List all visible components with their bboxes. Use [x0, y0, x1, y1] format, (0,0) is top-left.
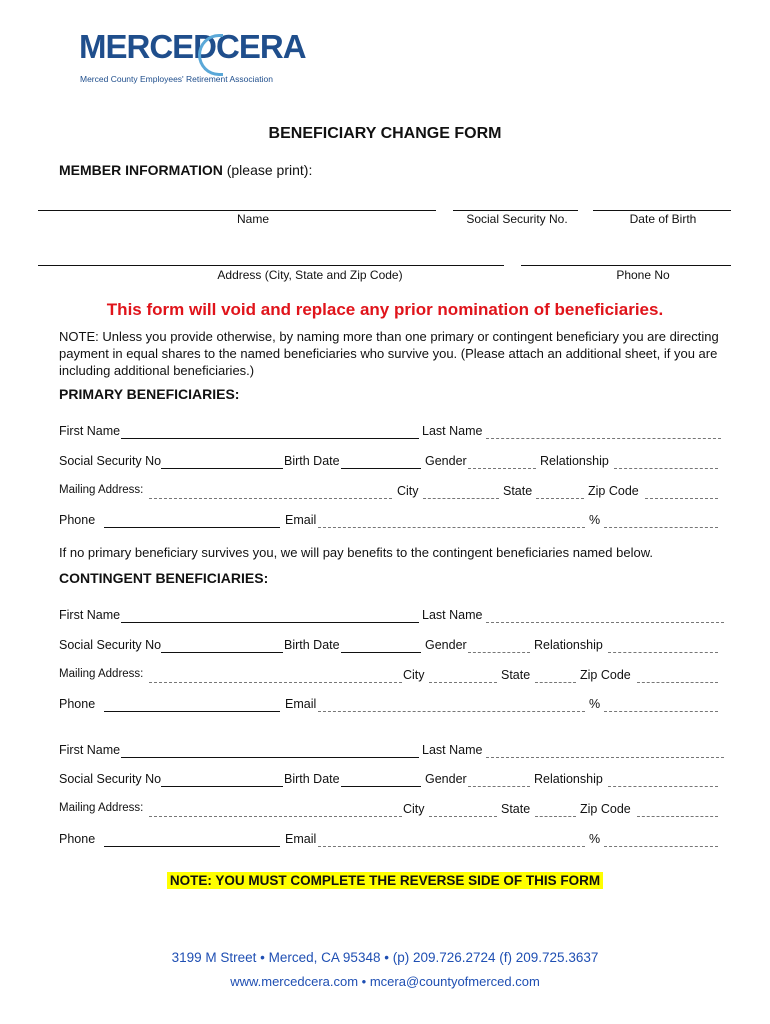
- void-warning: This form will void and replace any prior nomination of beneficiaries.: [106, 300, 664, 319]
- city-label: City: [403, 668, 425, 682]
- ssn-input[interactable]: [161, 638, 283, 653]
- form-title: BENEFICIARY CHANGE FORM: [268, 125, 502, 142]
- percent-input[interactable]: [604, 697, 718, 712]
- member-info-heading: [59, 162, 312, 178]
- dob-field[interactable]: [593, 210, 731, 211]
- mailing-input[interactable]: [149, 802, 402, 817]
- email-input[interactable]: [318, 697, 585, 712]
- city-label: City: [403, 802, 425, 816]
- reverse-side-note-text: NOTE: YOU MUST COMPLETE THE REVERSE SIDE OF THIS FORM: [167, 872, 603, 889]
- contingent-info: If no primary beneficiary survives you, we will pay benefits to the contingent beneficiaries named below.: [59, 545, 653, 560]
- first-name-label: First Name: [59, 608, 121, 622]
- email-input[interactable]: [318, 513, 585, 528]
- member-heading: MEMBER INFORMATION: [59, 162, 223, 178]
- email-label: Email: [285, 513, 317, 527]
- birth-date-label: Birth Date: [284, 772, 340, 786]
- gender-label: Gender: [425, 638, 467, 652]
- gender-input[interactable]: [468, 454, 536, 469]
- mailing-input[interactable]: [149, 484, 392, 499]
- phone-input[interactable]: [104, 832, 280, 847]
- relationship-label: Relationship: [540, 454, 609, 468]
- last-name-field[interactable]: [486, 743, 724, 758]
- zip-input[interactable]: [637, 668, 718, 683]
- state-input[interactable]: [536, 484, 584, 499]
- zip-input[interactable]: [645, 484, 718, 499]
- gender-input[interactable]: [468, 638, 530, 653]
- ssn-field[interactable]: [453, 210, 578, 211]
- birth-date-input[interactable]: [341, 454, 421, 469]
- relationship-label: Relationship: [534, 772, 603, 786]
- mailing-input[interactable]: [149, 668, 402, 683]
- phone-input[interactable]: [104, 513, 280, 528]
- zip-label: Zip Code: [580, 668, 631, 682]
- birth-date-label: Birth Date: [284, 454, 340, 468]
- state-input[interactable]: [535, 802, 576, 817]
- phone-field[interactable]: [521, 265, 731, 266]
- ssn-label: Social Security No: [59, 454, 162, 468]
- primary-heading: PRIMARY BENEFICIARIES:: [59, 386, 240, 402]
- logo-brand-a: MERCED: [79, 28, 217, 65]
- gender-label: Gender: [425, 772, 467, 786]
- state-input[interactable]: [535, 668, 576, 683]
- email-label: Email: [285, 697, 317, 711]
- gender-label: Gender: [425, 454, 467, 468]
- state-label: State: [503, 484, 533, 498]
- city-label: City: [397, 484, 419, 498]
- name-field[interactable]: [38, 210, 436, 211]
- percent-label: %: [589, 697, 601, 711]
- birth-date-label: Birth Date: [284, 638, 340, 652]
- relationship-input[interactable]: [608, 638, 718, 653]
- last-name-label: Last Name: [422, 743, 483, 757]
- reverse-side-note: [0, 872, 770, 890]
- first-name-field[interactable]: [121, 743, 419, 758]
- logo: [79, 28, 306, 66]
- zip-input[interactable]: [637, 802, 718, 817]
- first-name-label: First Name: [59, 424, 121, 438]
- percent-label: %: [589, 832, 601, 846]
- zip-label: Zip Code: [588, 484, 639, 498]
- city-input[interactable]: [429, 668, 497, 683]
- address-field[interactable]: [38, 265, 504, 266]
- first-name-field[interactable]: [121, 424, 419, 439]
- birth-date-input[interactable]: [341, 638, 421, 653]
- name-caption: Name: [236, 212, 269, 226]
- member-hint: (please print):: [226, 162, 313, 178]
- email-label: Email: [285, 832, 317, 846]
- ssn-caption: Social Security No.: [466, 212, 568, 226]
- gender-input[interactable]: [468, 772, 530, 787]
- last-name-field[interactable]: [486, 608, 724, 623]
- first-name-field[interactable]: [121, 608, 419, 623]
- phone-caption: Phone No: [616, 268, 670, 282]
- birth-date-input[interactable]: [341, 772, 421, 787]
- ssn-input[interactable]: [161, 454, 283, 469]
- percent-input[interactable]: [604, 513, 718, 528]
- logo-tagline: Merced County Employees' Retirement Association: [80, 74, 273, 84]
- footer-address: 3199 M Street • Merced, CA 95348 • (p) 209.726.2724 (f) 209.725.3637: [171, 950, 599, 965]
- phone-label: Phone: [59, 513, 96, 527]
- state-label: State: [501, 802, 531, 816]
- ssn-input[interactable]: [161, 772, 283, 787]
- address-caption: Address (City, State and Zip Code): [217, 268, 403, 282]
- percent-input[interactable]: [604, 832, 718, 847]
- email-input[interactable]: [318, 832, 585, 847]
- mailing-label: Mailing Address:: [59, 484, 144, 496]
- phone-input[interactable]: [104, 697, 280, 712]
- last-name-label: Last Name: [422, 424, 483, 438]
- equal-shares-note: NOTE: Unless you provide otherwise, by naming more than one primary or contingent beneficiary you are directing payment in equal shares to the named beneficiaries who survive you. (Please attach an additional sheet, if you are including additional beneficiaries.): [59, 329, 719, 378]
- relationship-input[interactable]: [614, 454, 718, 469]
- last-name-field[interactable]: [486, 424, 721, 439]
- city-input[interactable]: [423, 484, 499, 499]
- percent-label: %: [589, 513, 601, 527]
- phone-label: Phone: [59, 832, 96, 846]
- relationship-input[interactable]: [608, 772, 718, 787]
- logo-brand-b: CERA: [216, 28, 306, 65]
- first-name-label: First Name: [59, 743, 121, 757]
- zip-label: Zip Code: [580, 802, 631, 816]
- last-name-label: Last Name: [422, 608, 483, 622]
- mailing-label: Mailing Address:: [59, 802, 144, 814]
- footer-contact[interactable]: www.mercedcera.com • mcera@countyofmerced.com: [230, 974, 540, 989]
- city-input[interactable]: [429, 802, 497, 817]
- relationship-label: Relationship: [534, 638, 603, 652]
- state-label: State: [501, 668, 531, 682]
- ssn-label: Social Security No: [59, 772, 162, 786]
- ssn-label: Social Security No: [59, 638, 162, 652]
- contingent-heading: CONTINGENT BENEFICIARIES:: [59, 570, 269, 586]
- mailing-label: Mailing Address:: [59, 668, 144, 680]
- phone-label: Phone: [59, 697, 96, 711]
- dob-caption: Date of Birth: [629, 212, 697, 226]
